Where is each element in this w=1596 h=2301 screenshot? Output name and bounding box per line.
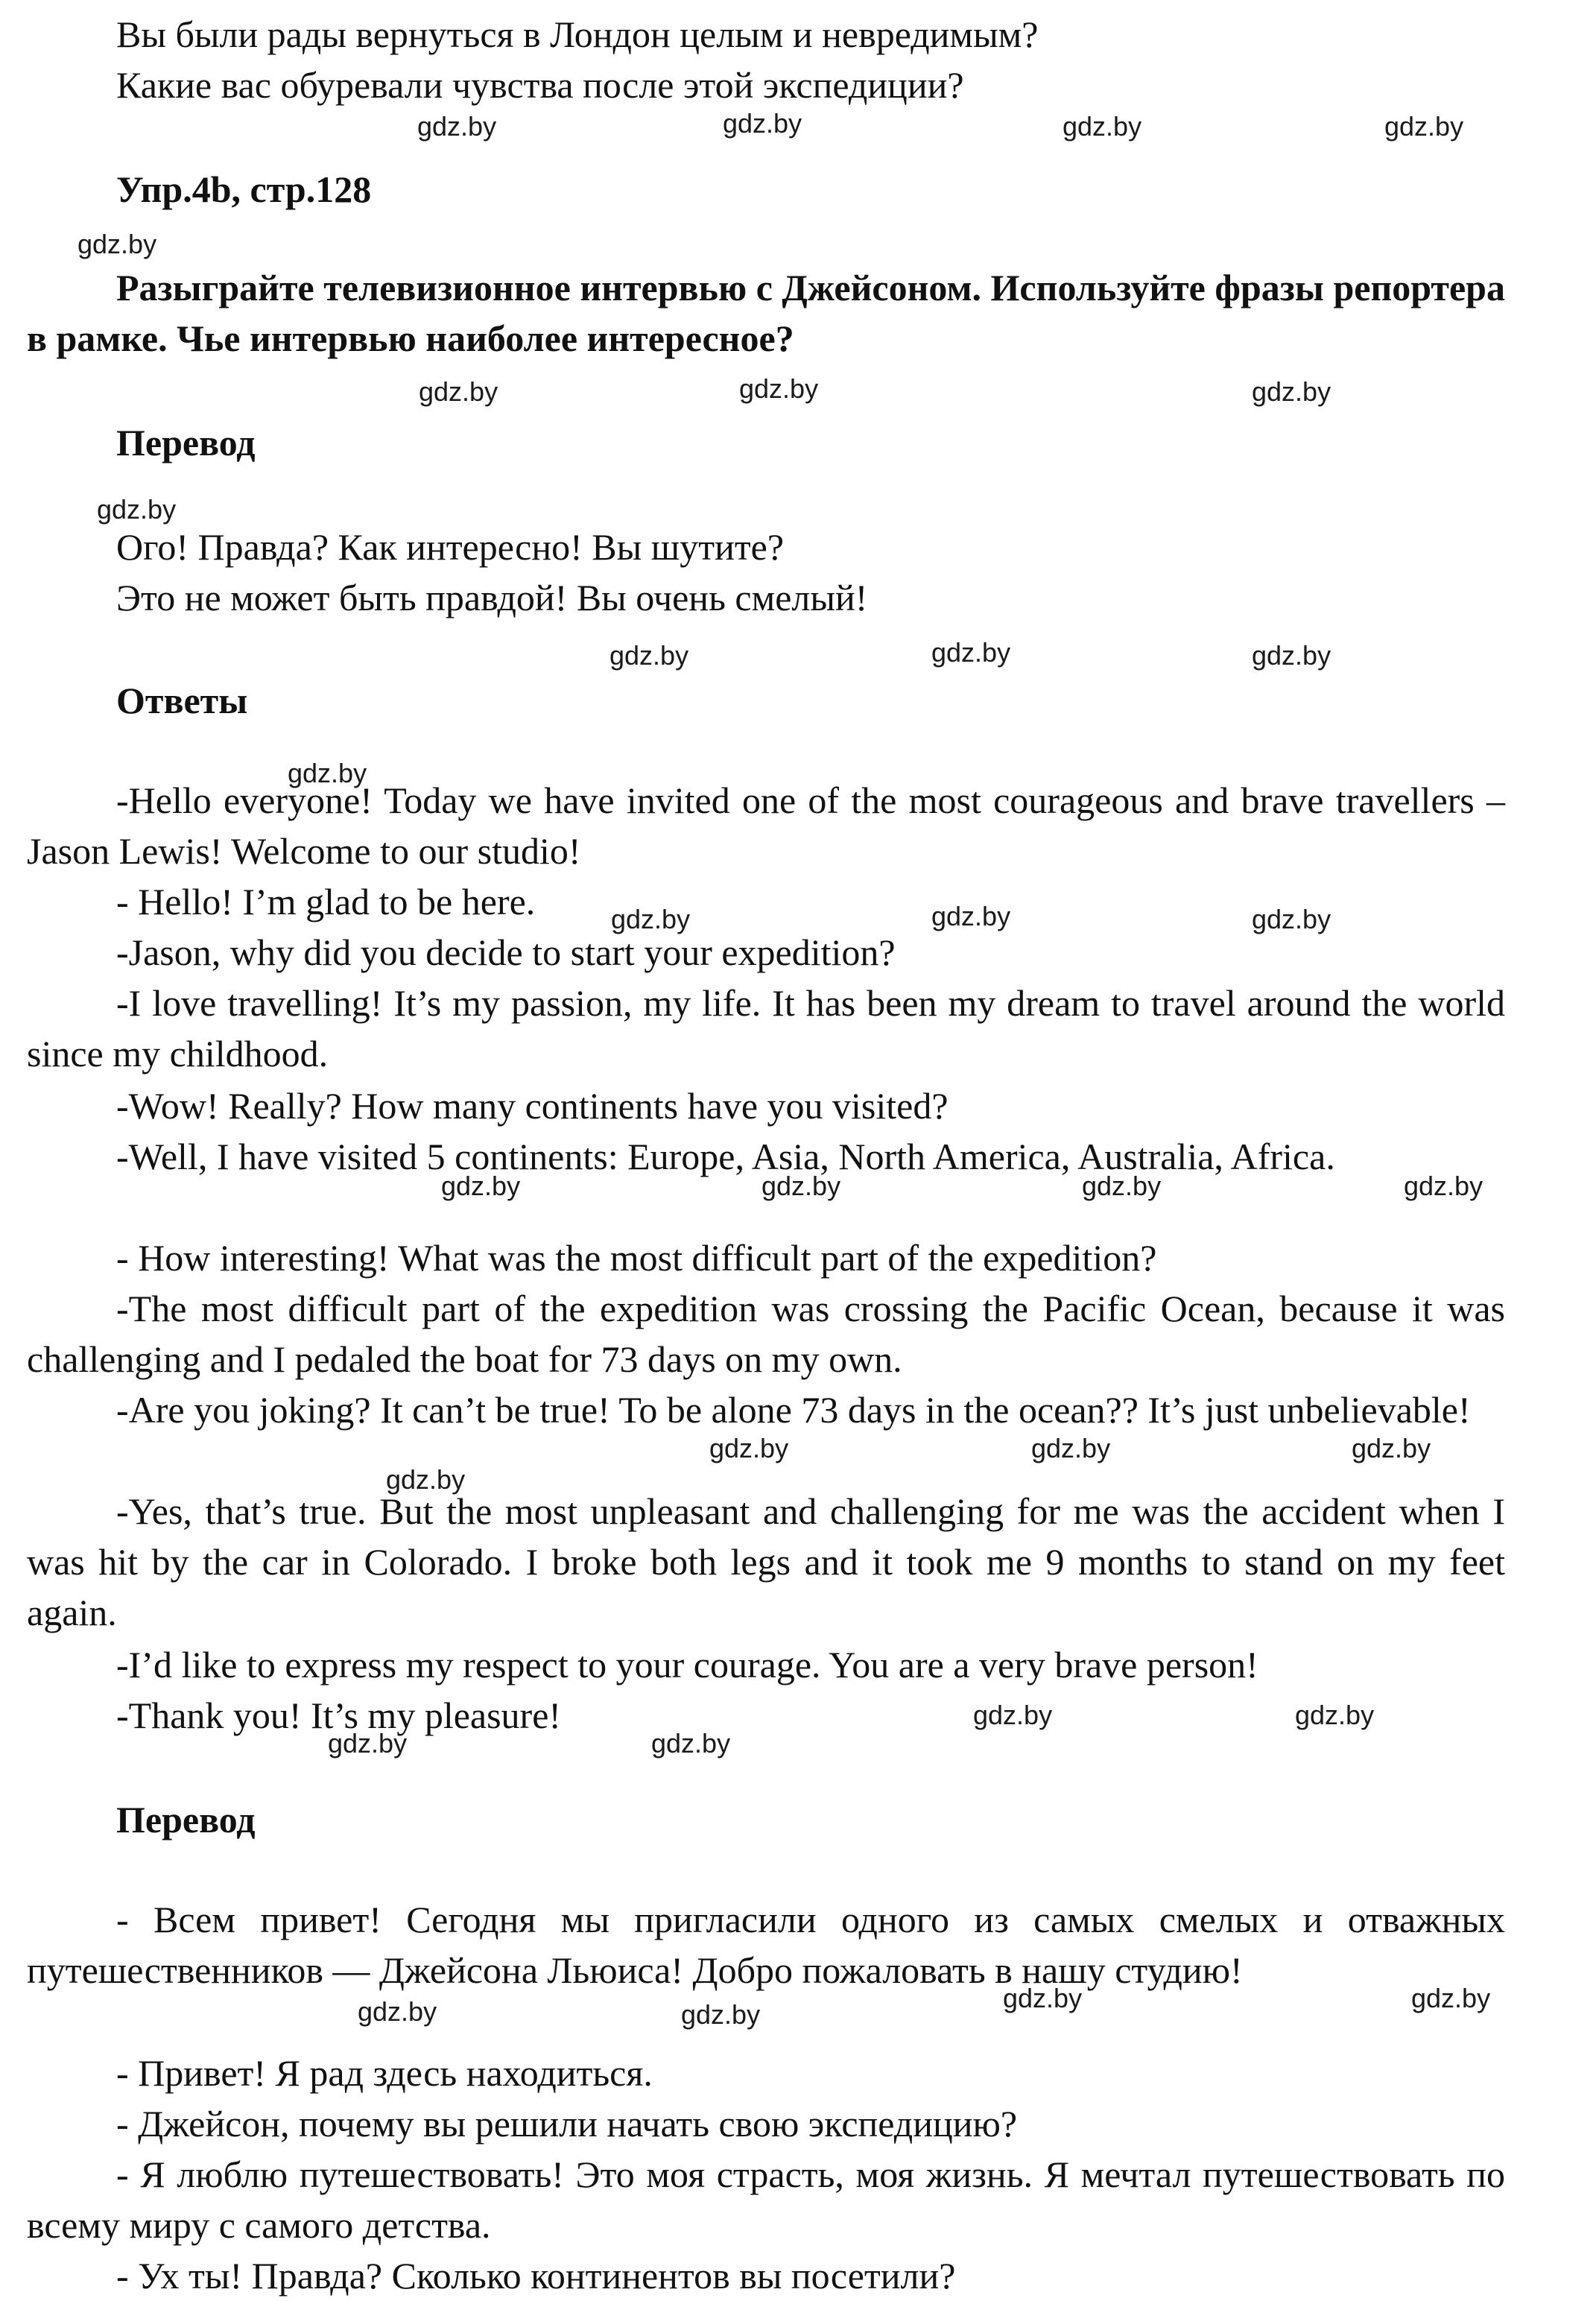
- watermark: gdz.by: [1252, 640, 1331, 671]
- phrase-translation-line-1: Ого! Правда? Как интересно! Вы шутите?: [116, 526, 785, 568]
- dialogue-ru-line: - Джейсон, почему вы решили начать свою экспедицию?: [116, 2103, 1018, 2145]
- watermark: gdz.by: [328, 1728, 408, 1759]
- translation-heading-2: Перевод: [116, 1799, 256, 1841]
- dialogue-en-line: -Are you joking? It can’t be true! To be alone 73 days in the ocean?? It’s just unbelievable!: [116, 1389, 1471, 1431]
- watermark: gdz.by: [1063, 111, 1142, 142]
- watermark: gdz.by: [609, 640, 689, 671]
- watermark: gdz.by: [419, 376, 498, 407]
- dialogue-en-line: -The most difficult part of the expedition was crossing the Pacific Ocean, because it was challenging and I pedaled the boat for 73 days on my own.: [27, 1288, 1505, 1380]
- dialogue-ru-line: - Я люблю путешествовать! Это моя страсть, моя жизнь. Я мечтал путешествовать по всему миру с самого детства.: [27, 2153, 1505, 2246]
- watermark: gdz.by: [97, 494, 177, 525]
- task-text: Разыграйте телевизионное интервью с Джейсоном. Используйте фразы репортера в рамке. Чье интервью наиболее интересное?: [27, 267, 1505, 359]
- watermark: gdz.by: [739, 373, 819, 404]
- watermark: gdz.by: [441, 1171, 521, 1201]
- dialogue-en-line: -Hello everyone! Today we have invited one of the most courageous and brave travellers – Jason Lewis! Welcome to our studio!: [27, 779, 1505, 872]
- watermark: gdz.by: [723, 108, 802, 139]
- watermark: gdz.by: [681, 1999, 761, 2030]
- watermark: gdz.by: [1411, 1983, 1491, 2013]
- intro-line-1: Вы были рады вернуться в Лондон целым и невредимым?: [116, 13, 1039, 55]
- watermark: gdz.by: [1252, 904, 1331, 934]
- dialogue-en-line: - Hello! I’m glad to be here.: [116, 881, 536, 922]
- dialogue-ru-line: - Ух ты! Правда? Сколько континентов вы посетили?: [116, 2255, 956, 2297]
- watermark: gdz.by: [1252, 376, 1331, 407]
- dialogue-en-line: - How interesting! What was the most difficult part of the expedition?: [116, 1237, 1157, 1279]
- watermark: gdz.by: [77, 229, 157, 259]
- dialogue-ru-line: - Привет! Я рад здесь находиться.: [116, 2052, 653, 2094]
- exercise-heading: Упр.4b, стр.128: [116, 168, 372, 210]
- watermark: gdz.by: [973, 1700, 1053, 1730]
- watermark: gdz.by: [417, 111, 497, 142]
- watermark: gdz.by: [1082, 1171, 1162, 1201]
- watermark: gdz.by: [1003, 1983, 1083, 2013]
- watermark: gdz.by: [761, 1171, 841, 1201]
- watermark: gdz.by: [288, 758, 367, 788]
- dialogue-en-line: -Yes, that’s true. But the most unpleasant and challenging for me was the accident when I was hit by the car in Colorado. I broke both legs and it took me 9 months to stand on my feet again.: [27, 1490, 1505, 1633]
- dialogue-en-line: -I’d like to express my respect to your courage. You are a very brave person!: [116, 1644, 1258, 1686]
- watermark: gdz.by: [1031, 1433, 1111, 1463]
- watermark: gdz.by: [386, 1464, 466, 1495]
- watermark: gdz.by: [931, 901, 1011, 931]
- dialogue-en-line: -Jason, why did you decide to start your expedition?: [116, 931, 896, 973]
- watermark: gdz.by: [1404, 1171, 1483, 1201]
- watermark: gdz.by: [611, 904, 691, 934]
- dialogue-en-line: -Wow! Really? How many continents have you visited?: [116, 1085, 949, 1127]
- watermark: gdz.by: [1384, 111, 1464, 142]
- watermark: gdz.by: [1295, 1700, 1375, 1730]
- watermark: gdz.by: [358, 1996, 437, 2027]
- watermark: gdz.by: [931, 637, 1011, 668]
- answers-heading: Ответы: [116, 680, 248, 721]
- phrase-translation-line-2: Это не может быть правдой! Вы очень смелый!: [116, 577, 868, 618]
- dialogue-en-line: -I love travelling! It’s my passion, my life. It has been my dream to travel around the world since my childhood.: [27, 982, 1505, 1074]
- watermark: gdz.by: [709, 1433, 789, 1463]
- watermark: gdz.by: [651, 1728, 731, 1759]
- dialogue-ru-line: - Всем привет! Сегодня мы пригласили одного из самых смелых и отважных путешественников — Джейсона Льюиса! Добро пожаловать в нашу студию!: [27, 1899, 1505, 1991]
- dialogue-en-line: -Well, I have visited 5 continents: Europe, Asia, North America, Australia, Africa.: [116, 1136, 1335, 1177]
- intro-line-2: Какие вас обуревали чувства после этой экспедиции?: [116, 64, 964, 106]
- watermark: gdz.by: [1352, 1433, 1431, 1463]
- dialogue-en-line: -Thank you! It’s my pleasure!: [116, 1694, 562, 1736]
- translation-heading-1: Перевод: [116, 422, 256, 463]
